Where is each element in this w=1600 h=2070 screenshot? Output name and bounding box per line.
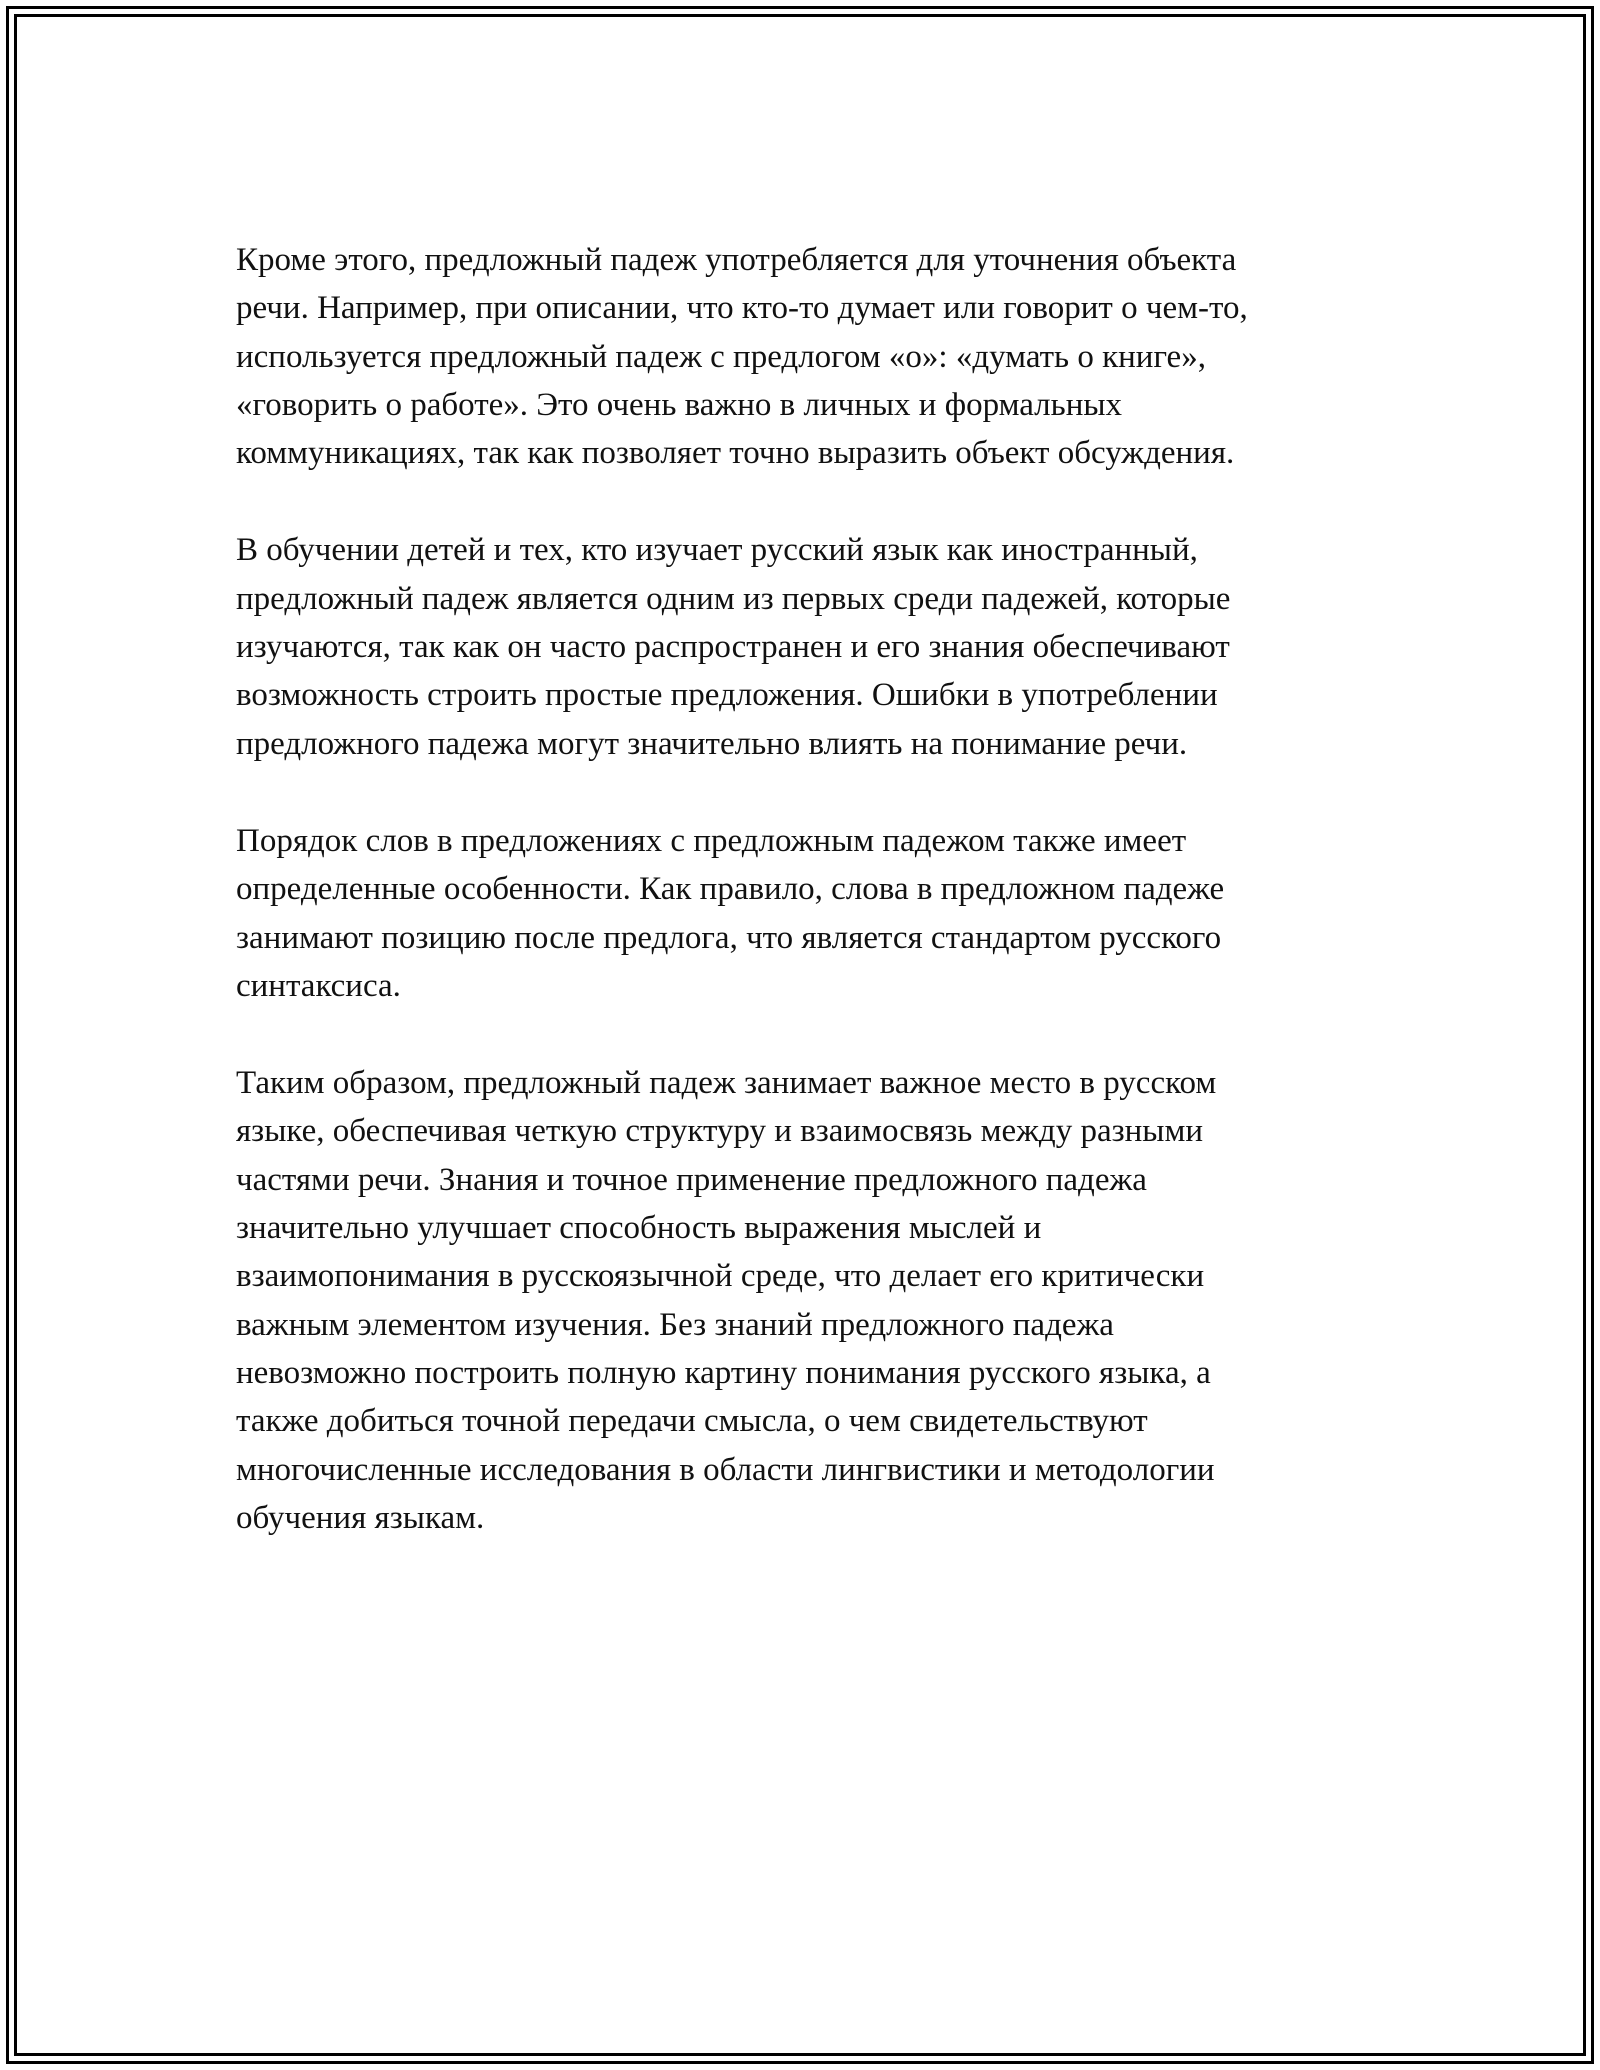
text-line: Кроме этого, предложный падеж употребляется для уточнения объекта [236, 242, 1237, 278]
text-line: многочисленные исследования в области лингвистики и методологии [236, 1451, 1215, 1488]
text-line: Порядок слов в предложениях с предложным падежом также имеет [236, 822, 1187, 859]
text-line: частями речи. Знания и точное применение предложного падежа [236, 1161, 1147, 1198]
text-line: изучаются, так как он часто распространен и его знания обеспечивают [236, 629, 1230, 666]
text-line: В обучении детей и тех, кто изучает русский язык как иностранный, [236, 532, 1198, 569]
paragraph-2 [236, 526, 1406, 767]
text-line: значительно улучшает способность выражения мыслей и [236, 1210, 1042, 1247]
text-line: важным элементом изучения. Без знаний предложного падежа [236, 1306, 1114, 1343]
paragraph-1 [236, 236, 1406, 477]
text-line: предложного падежа могут значительно влиять на понимание речи. [236, 725, 1188, 762]
text-line: обучения языкам. [236, 1499, 485, 1536]
text-line: определенные особенности. Как правило, слова в предложном падеже [236, 871, 1225, 908]
text-line: также добиться точной передачи смысла, о чем свидетельствуют [236, 1403, 1148, 1440]
text-line: используется предложный падеж с предлогом «о»: «думать о книге», [236, 338, 1206, 375]
text-line: «говорить о работе». Это очень важно в личных и формальных [236, 386, 1123, 423]
text-line: речи. Например, при описании, что кто-то думает или говорит о чем-то, [236, 290, 1248, 327]
text-line: языке, обеспечивая четкую структуру и взаимосвязь между разными [236, 1113, 1204, 1150]
text-line: невозможно построить полную картину понимания русского языка, а [236, 1354, 1211, 1391]
text-line: коммуникациях, так как позволяет точно выразить объект обсуждения. [236, 435, 1235, 472]
text-line: Таким образом, предложный падеж занимает важное место в русском [236, 1065, 1217, 1102]
text-line: занимают позицию после предлога, что является стандартом русского [236, 919, 1222, 956]
text-line: синтаксиса. [236, 967, 401, 1004]
text-line: возможность строить простые предложения. Ошибки в употреблении [236, 677, 1218, 714]
text-line: предложный падеж является одним из первых среди падежей, которые [236, 580, 1231, 617]
paragraph-3 [236, 817, 1406, 1010]
document-body [236, 236, 1406, 1591]
paragraph-4 [236, 1059, 1406, 1542]
text-line: взаимопонимания в русскоязычной среде, что делает его критически [236, 1258, 1205, 1295]
